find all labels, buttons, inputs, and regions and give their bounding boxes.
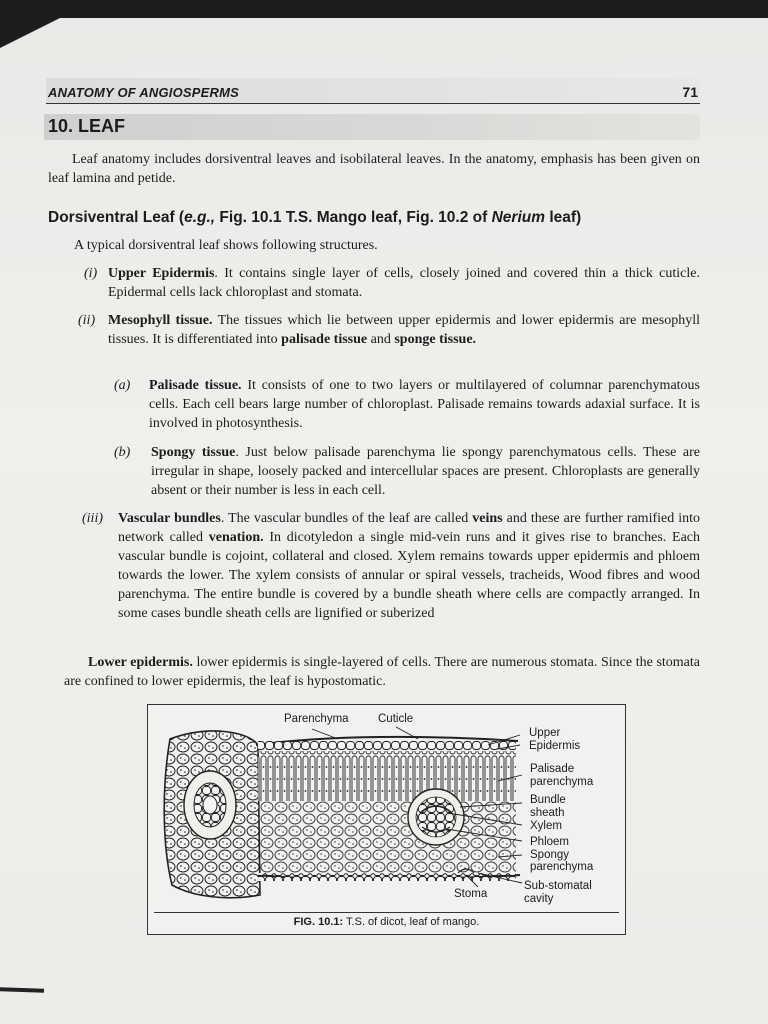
chapter-title: 10. LEAF — [48, 116, 126, 136]
section-heading — [48, 209, 581, 227]
item-text: It consists of one to two layers or multilayered of columnar parenchymatous cells. Each cell bears large number of chloroplast. Palisade remains towards adaxial surface. It is involved in photosynthesis. — [149, 378, 700, 431]
list-item-mesophyll — [78, 311, 700, 349]
label-palisade: Palisade — [530, 763, 575, 775]
item-term: Vascular bundles — [118, 511, 221, 526]
caption-text: T.S. of dicot, leaf of mango. — [343, 916, 480, 928]
label-spongy-parenchyma: parenchyma — [530, 861, 594, 873]
label-palisade-parenchyma: parenchyma — [530, 776, 594, 788]
item-number: (a) — [114, 378, 131, 393]
page-shadow-corner — [0, 18, 60, 48]
running-head-title: ANATOMY OF ANGIOSPERMS — [48, 85, 239, 100]
item-term: Upper Epidermis — [108, 266, 215, 281]
item-term-palisade: palisade tissue — [281, 332, 368, 347]
label-sheath: sheath — [530, 807, 565, 819]
label-spongy: Spongy — [530, 849, 570, 861]
figure-10-1 — [147, 704, 626, 935]
section-lead: A typical dorsiventral leaf shows following structures. — [74, 238, 378, 253]
label-cavity: cavity — [524, 893, 554, 905]
item-term-sponge: sponge tissue. — [394, 332, 477, 347]
item-text: and these are further ramified into network called — [118, 511, 700, 545]
item-term-veins: veins — [472, 511, 503, 526]
list-item-palisade — [114, 376, 700, 433]
heading-nerium: Nerium — [491, 209, 546, 226]
item-term-venation: venation. — [208, 530, 264, 545]
item-text: The tissues which lie between upper epidermis and lower epidermis are mesophyll tissues. It is differentiated into — [108, 313, 700, 347]
item-text: . Just below palisade parenchyma lie spongy parenchymatous cells. These are irregular in shape, loosely packed and intercellular spaces are present. Chloroplasts are generally absent or their number is less in each cell. — [151, 445, 700, 498]
label-parenchyma: Parenchyma — [284, 713, 349, 725]
caption-label: FIG. 10.1: — [293, 916, 344, 928]
intro-paragraph: Leaf anatomy includes dorsiventral leaves and isobilateral leaves. In the anatomy, emphasis has been given on leaf lamina and petide. — [48, 152, 700, 186]
item-number: (i) — [84, 266, 98, 281]
lower-epidermis-paragraph — [64, 653, 700, 691]
item-number: (ii) — [78, 313, 96, 328]
chapter-heading-bar — [44, 114, 700, 140]
list-item-spongy — [114, 443, 700, 500]
item-term: Mesophyll tissue. — [108, 313, 213, 328]
label-stoma: Stoma — [454, 888, 488, 900]
page-number: 71 — [682, 84, 698, 100]
lower-epidermis-text: lower epidermis is single-layered of cells. There are numerous stomata. Since the stomata are confined to lower epidermis, the leaf is hypostomatic. — [64, 655, 700, 689]
list-item-upper-epidermis — [84, 264, 700, 302]
label-phloem: Phloem — [530, 836, 569, 848]
item-term: Palisade tissue. — [149, 378, 242, 393]
item-text: . The vascular bundles of the leaf are called — [220, 511, 473, 526]
heading-eg: e.g., — [184, 209, 216, 226]
label-bundle: Bundle — [530, 794, 566, 806]
label-upper: Upper — [529, 727, 561, 739]
list-item-vascular-bundles — [82, 509, 700, 623]
figure-caption — [154, 912, 619, 932]
item-term: Spongy tissue — [151, 445, 236, 460]
item-text: and — [367, 332, 395, 347]
item-text: In dicotyledon a single mid-vein runs and it gives rise to branches. Each vascular bundle is cojoint, collateral and closed. Xylem remains towards upper epidermis and phloem towards the lower. The xylem consists of annular or spiral vessels, tracheids, Wood fibres and wood parenchyma. The entire bundle is covered by a bundle sheath where cells are compactly arranged. In some cases bundle sheath cells are lignified or suberized — [118, 530, 701, 621]
heading-text-1: Dorsiventral Leaf ( — [48, 209, 185, 226]
lower-epidermis-term: Lower epidermis. — [88, 655, 193, 670]
heading-text-3: leaf) — [545, 209, 582, 226]
label-xylem: Xylem — [530, 820, 562, 832]
heading-text-2: Fig. 10.1 T.S. Mango leaf, Fig. 10.2 of — [215, 209, 492, 226]
label-cuticle: Cuticle — [378, 713, 414, 725]
item-text: . It contains single layer of cells, closely joined and covered thin a thick cuticle. Epidermal cells lack chloroplast and stomata. — [108, 266, 700, 300]
label-sub-stomatal: Sub-stomatal — [524, 880, 592, 892]
running-head — [46, 78, 700, 104]
item-number: (iii) — [82, 511, 103, 526]
label-epidermis: Epidermis — [529, 740, 581, 752]
item-number: (b) — [114, 445, 131, 460]
